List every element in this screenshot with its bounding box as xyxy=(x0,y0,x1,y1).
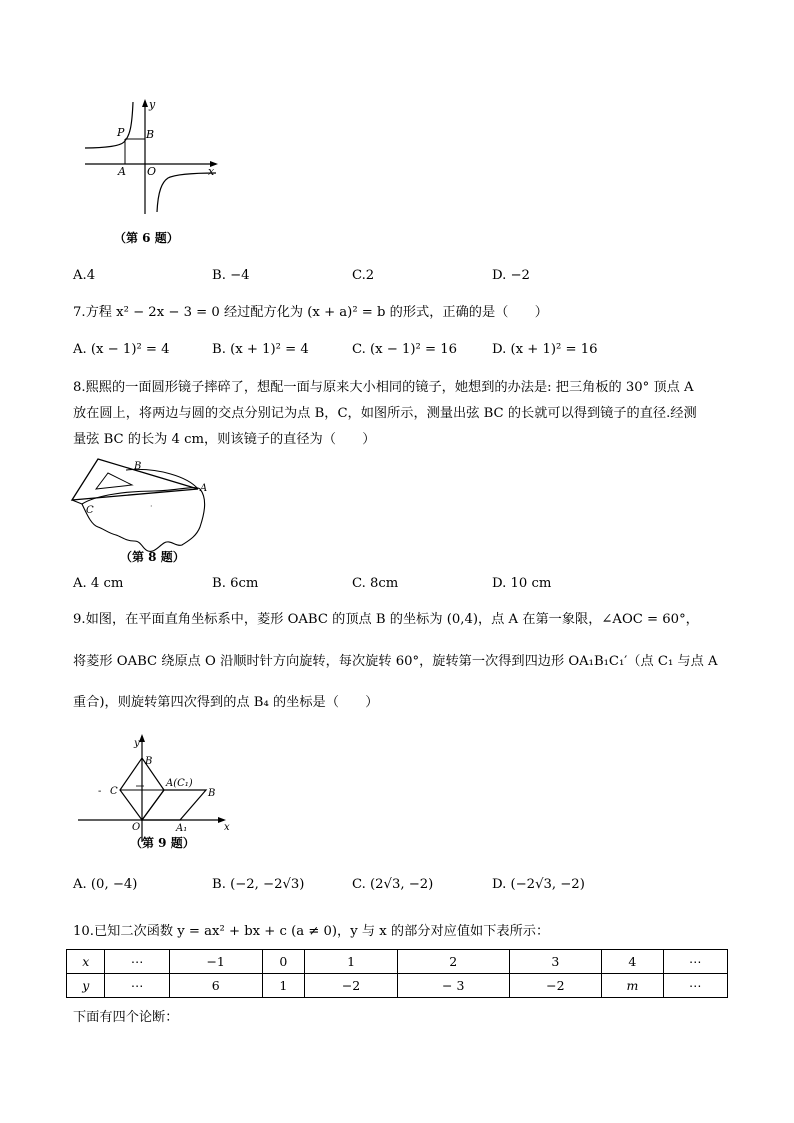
table-cell: ⋯ xyxy=(663,974,727,998)
q9-line-3: 重合)，则旋转第四次得到的点 B₄ 的坐标是（ ） xyxy=(73,695,379,710)
table-cell: 4 xyxy=(602,950,663,974)
table-cell: −1 xyxy=(169,950,262,974)
q9-option-d: D. (−2√3, −2) xyxy=(492,877,585,892)
q6-option-a: A.4 xyxy=(73,268,96,283)
q9-line-2: 将菱形 OABC 绕原点 O 沿顺时针方向旋转，每次旋转 60°，旋转第一次得到四边形 OA₁B₁C₁′（点 C₁ 与点 A xyxy=(73,654,718,669)
figure-q6-hyperbola xyxy=(80,96,230,252)
q6-option-c: C.2 xyxy=(352,268,375,283)
q9-option-b: B. (−2, −2√3) xyxy=(212,877,305,892)
table-cell: −2 xyxy=(509,974,602,998)
q8-option-a: A. 4 cm xyxy=(73,576,124,591)
fig9-a-c1-label: A(C₁) xyxy=(166,778,193,789)
table-cell: x xyxy=(67,950,105,974)
fig9-x-label: x xyxy=(224,822,230,833)
fig8-b-label: B xyxy=(134,461,142,472)
fig8-a-label: A xyxy=(200,483,208,494)
fig9-caption: （第 9 题） xyxy=(130,836,195,850)
table-cell: m xyxy=(602,974,663,998)
table-cell: 1 xyxy=(262,974,305,998)
fig6-p-label: P xyxy=(117,126,125,139)
q10-value-table xyxy=(66,949,728,998)
table-row xyxy=(67,974,728,998)
q7-option-a: A. (x − 1)² = 4 xyxy=(73,342,170,357)
table-cell: −2 xyxy=(305,974,398,998)
table-cell: 2 xyxy=(397,950,509,974)
fig6-b-label: B xyxy=(146,128,155,141)
table-cell: 0 xyxy=(262,950,305,974)
table-cell: 1 xyxy=(305,950,398,974)
fig6-y-label: y xyxy=(149,98,156,111)
table-cell: ⋯ xyxy=(663,950,727,974)
q8-line-3: 量弦 BC 的长为 4 cm，则该镜子的直径为（ ） xyxy=(73,432,376,447)
q7-option-c: C. (x − 1)² = 16 xyxy=(352,342,458,357)
fig9-a1-label: A₁ xyxy=(176,823,188,834)
q7-option-d: D. (x + 1)² = 16 xyxy=(492,342,598,357)
fig6-caption: （第 6 题） xyxy=(114,231,179,245)
q6-option-d: D. −2 xyxy=(492,268,530,283)
svg-text:·: · xyxy=(150,502,153,511)
q8-option-d: D. 10 cm xyxy=(492,576,552,591)
table-cell: y xyxy=(67,974,105,998)
q10-after-text: 下面有四个论断： xyxy=(73,1010,179,1025)
q7-stem: 7.方程 x² − 2x − 3 = 0 经过配方化为 (x + a)² = b 的形式，正确的是（ ） xyxy=(73,305,548,320)
q7-option-b: B. (x + 1)² = 4 xyxy=(212,342,309,357)
table-cell: 3 xyxy=(509,950,602,974)
fig9-y-label: y xyxy=(134,738,140,749)
fig6-x-label: x xyxy=(208,165,215,178)
fig9-b1-label: B xyxy=(208,788,216,799)
fig9-b-label: B xyxy=(145,756,153,767)
q10-stem: 10.已知二次函数 y = ax² + bx + c (a ≠ 0)，y 与 x 的部分对应值如下表所示： xyxy=(73,924,550,939)
q9-option-a: A. (0, −4) xyxy=(73,877,138,892)
q8-line-2: 放在圆上，将两边与圆的交点分别记为点 B，C，如图所示，测量出弦 BC 的长就可以得到镜子的直径.经测 xyxy=(73,406,697,421)
table-row xyxy=(67,950,728,974)
fig9-c-label: C xyxy=(110,786,118,797)
fig8-caption: （第 8 题） xyxy=(120,550,185,564)
fig6-o-label: O xyxy=(147,165,157,178)
q8-option-b: B. 6cm xyxy=(212,576,259,591)
q6-option-b: B. −4 xyxy=(212,268,250,283)
fig6-a-label: A xyxy=(118,165,126,178)
q8-line-1: 8.熙熙的一面圆形镜子摔碎了，想配一面与原来大小相同的镜子，她想到的办法是: 把三角板的 30° 顶点 A xyxy=(73,380,694,395)
figure-q8-mirror-triangle xyxy=(68,455,218,571)
q8-option-c: C. 8cm xyxy=(352,576,399,591)
q9-option-c: C. (2√3, −2) xyxy=(352,877,434,892)
q9-line-1: 9.如图，在平面直角坐标系中，菱形 OABC 的顶点 B 的坐标为 (0,4)，点 A 在第一象限，∠AOC = 60°， xyxy=(73,612,699,627)
table-cell: ⋯ xyxy=(105,950,169,974)
fig9-o-label: O xyxy=(132,822,141,833)
table-cell: − 3 xyxy=(397,974,509,998)
fig8-c-label: C xyxy=(86,505,94,516)
fig9-dash: - xyxy=(98,786,102,797)
table-cell: 6 xyxy=(169,974,262,998)
figure-q9-rhombus xyxy=(74,730,250,854)
table-cell: ⋯ xyxy=(105,974,169,998)
